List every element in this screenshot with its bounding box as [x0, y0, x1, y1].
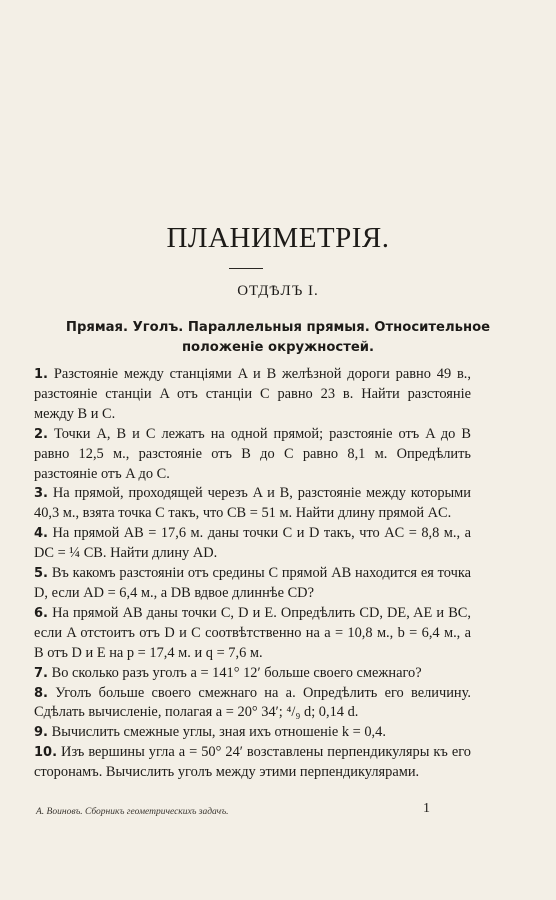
problem-number: 10.	[34, 745, 58, 761]
problem-9	[34, 723, 471, 743]
problem-5	[34, 564, 471, 604]
problem-number: 3.	[34, 486, 48, 502]
problem-text: Уголъ больше своего смежнаго на a. Опредѣлить его величину. Сдѣлать вычисленіе, полагая a = 20° 34′; ⁴/₉ d; 0,14 d.	[34, 684, 471, 721]
problem-10	[34, 743, 471, 783]
problem-1	[34, 365, 471, 425]
problem-8	[34, 684, 471, 724]
problem-number: 1.	[34, 367, 48, 382]
problem-3	[34, 484, 471, 524]
problem-number: 2.	[34, 426, 48, 442]
problem-2	[34, 425, 471, 485]
chapter-heading-line2: положеніе окружностей.	[181, 340, 375, 355]
problems-list	[34, 365, 471, 783]
problem-number: 8.	[34, 685, 48, 701]
problem-text: На прямой, проходящей черезъ A и B, разстояніе между которыми 40,3 м., взята точка C такъ, что CB = 51 м. Найти длину прямой AC.	[34, 485, 471, 522]
problem-number: 9.	[34, 725, 48, 741]
problem-text: Во сколько разъ уголъ a = 141° 12′ больше своего смежнаго?	[51, 664, 422, 681]
footer-book-title: А. Воиновъ. Сборникъ геометрическихъ задачъ.	[36, 807, 229, 817]
problem-text: Въ какомъ разстояніи отъ средины C прямой AB находится ея точка D, если AD = 6,4 м., а DB вдвое длиннѣе CD?	[34, 565, 471, 601]
problem-number: 7.	[34, 665, 48, 681]
problem-text: Разстояніе между станціями A и B желѣзной дороги равно 49 в., разстояніе станціи A отъ станціи C равно 23 в. Найти разстояніе между B и C.	[34, 366, 471, 422]
page-title: ПЛАНИМЕТРІЯ.	[166, 222, 390, 254]
problem-number: 4.	[34, 526, 48, 542]
problem-4	[34, 524, 471, 564]
problem-number: 6.	[34, 605, 48, 621]
problem-text: Точки A, B и C лежатъ на одной прямой; разстояніе отъ A до B равно 12,5 м., разстояніе отъ B до C равно 8,1 м. Опредѣлить разстояніе отъ A до C.	[34, 425, 471, 482]
page-number: 1	[423, 801, 430, 816]
problem-text: Изъ вершины угла a = 50° 24′ возставлены перпендикуляры къ его сторонамъ. Вычислить уголъ между этими перпендикулярами.	[34, 744, 471, 781]
problem-text: На прямой AB = 17,6 м. даны точки C и D такъ, что AC = 8,8 м., а DC = ¼ CB. Найти длину AD.	[34, 525, 471, 562]
problem-6	[34, 604, 471, 664]
chapter-heading	[40, 318, 516, 358]
problem-text: Вычислить смежные углы, зная ихъ отношеніе k = 0,4.	[51, 724, 386, 741]
problem-7	[34, 664, 471, 684]
chapter-heading-line1: Прямая. Уголъ. Параллельныя прямыя. Относительное	[65, 320, 491, 335]
section-title: ОТДѢЛЪ I.	[237, 283, 319, 299]
divider-rule	[229, 268, 263, 269]
problem-text: На прямой AB даны точки C, D и E. Опредѣлить CD, DE, AE и BC, если A отстоитъ отъ D и C соотвѣтственно на a = 10,8 м., b = 6,4 м., а B отъ D и E на p = 17,4 м. и q = 7,6 м.	[34, 604, 471, 661]
problem-number: 5.	[34, 566, 48, 582]
